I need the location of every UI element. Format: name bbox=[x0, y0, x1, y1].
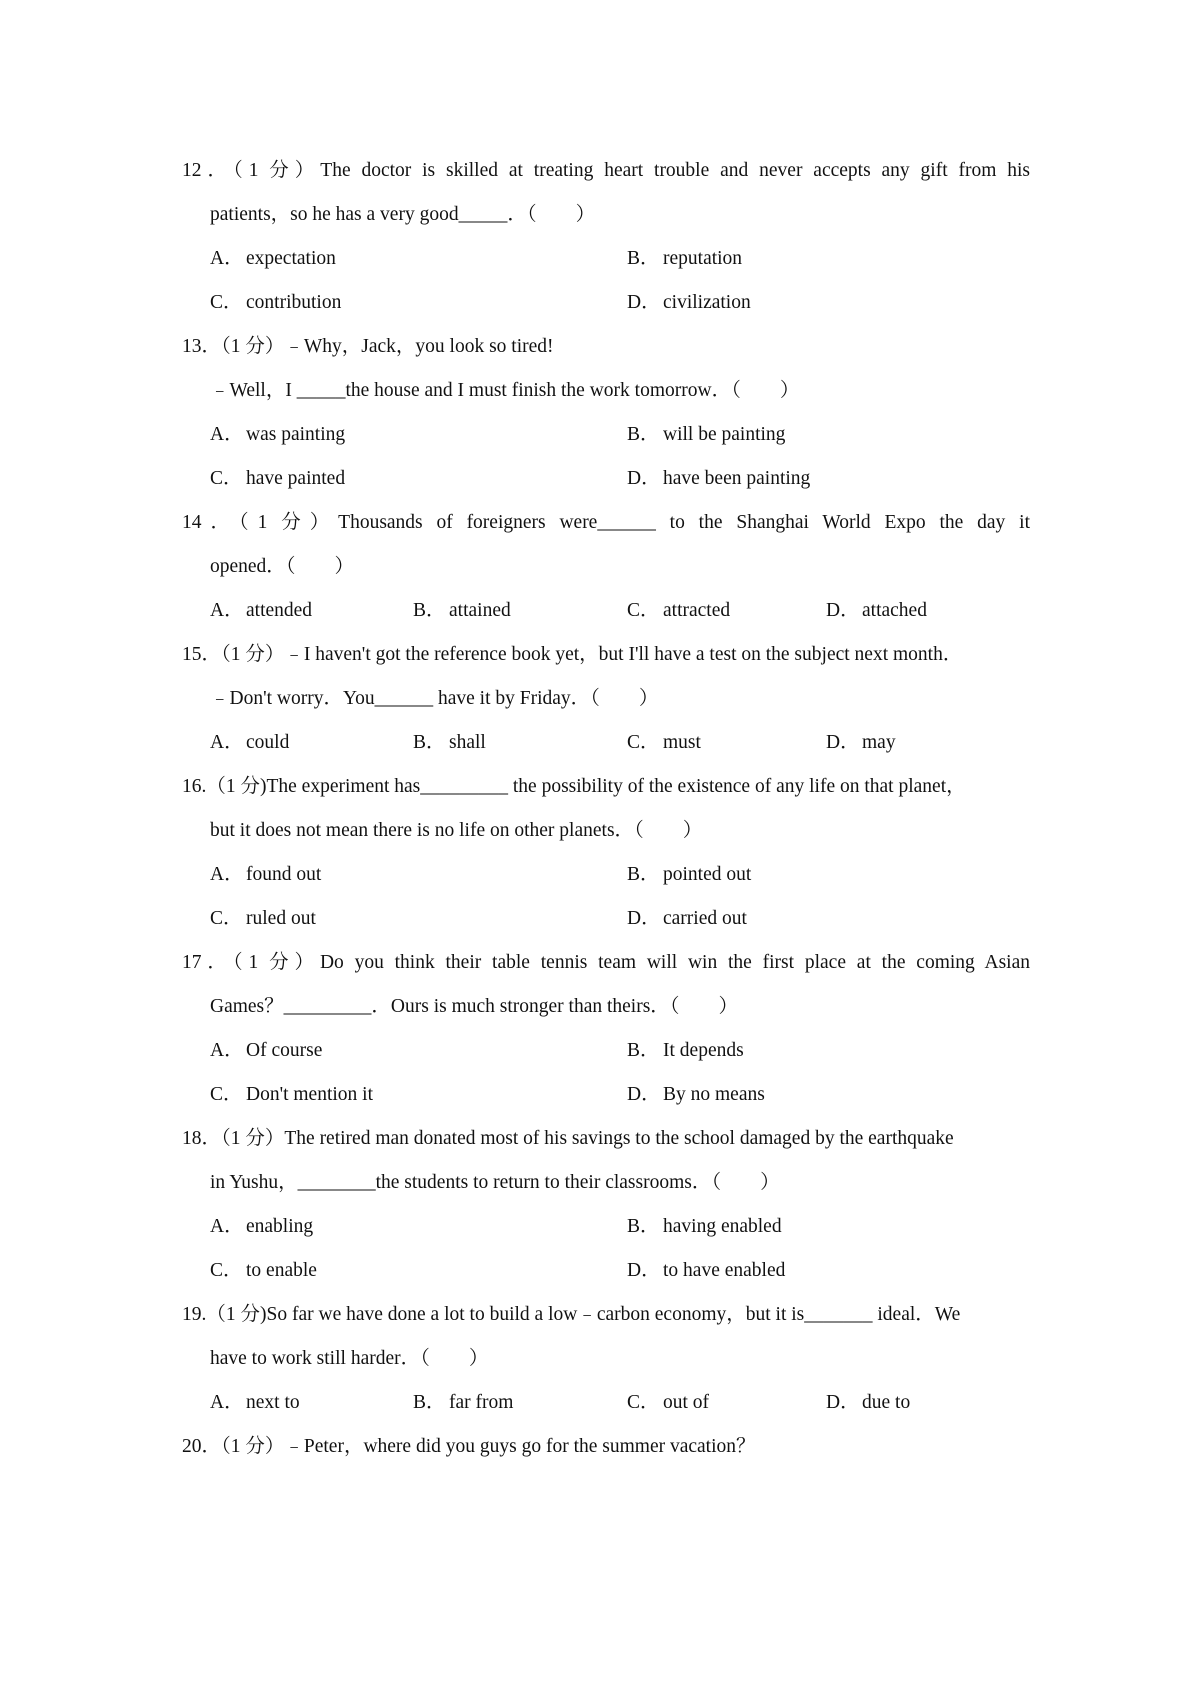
option-d[interactable] bbox=[627, 1081, 765, 1109]
option-letter: B． bbox=[627, 1216, 660, 1237]
option-a[interactable] bbox=[210, 245, 336, 273]
option-letter: C． bbox=[627, 600, 660, 621]
option-letter: A． bbox=[210, 1392, 244, 1413]
question-15-stem: 15．（1 分）﹣I haven't got the reference book yet，but I'll have a test on the subject next month． bbox=[182, 644, 963, 665]
option-letter: A． bbox=[210, 600, 244, 621]
option-text: ruled out bbox=[246, 908, 316, 929]
question-18-stem: 18．（1 分）The retired man donated most of his savings to the school damaged by the earthquake bbox=[182, 1128, 954, 1149]
question-17-stem: 17．（1 分）Do you think their table tennis team will win the first place at the coming Asian bbox=[182, 952, 1030, 973]
option-letter: A． bbox=[210, 864, 244, 885]
option-text: attached bbox=[862, 600, 927, 621]
option-text: attained bbox=[449, 600, 511, 621]
option-letter: A． bbox=[210, 1216, 244, 1237]
option-a[interactable] bbox=[210, 1213, 313, 1241]
question-13-stem: 13．（1 分）﹣Why，Jack，you look so tired! bbox=[182, 336, 554, 357]
question-16-stem-cont: but it does not mean there is no life on other planets．（ ） bbox=[210, 820, 703, 841]
option-c[interactable] bbox=[627, 1389, 709, 1417]
option-letter: B． bbox=[413, 1392, 446, 1413]
option-d[interactable] bbox=[826, 1389, 910, 1417]
option-text: By no means bbox=[663, 1084, 765, 1105]
option-text: out of bbox=[663, 1392, 710, 1413]
option-b[interactable] bbox=[627, 421, 785, 449]
option-text: civilization bbox=[663, 292, 751, 313]
option-text: must bbox=[663, 732, 701, 753]
option-c[interactable] bbox=[210, 465, 345, 493]
option-text: attracted bbox=[663, 600, 731, 621]
option-text: carried out bbox=[663, 908, 747, 929]
option-letter: C． bbox=[210, 1084, 243, 1105]
option-c[interactable] bbox=[627, 597, 730, 625]
option-letter: A． bbox=[210, 732, 244, 753]
option-text: expectation bbox=[246, 248, 336, 269]
question-13-stem-cont: ﹣Well，I _____the house and I must finish the work tomorrow．（ ） bbox=[210, 380, 800, 401]
option-b[interactable] bbox=[627, 1213, 782, 1241]
option-text: pointed out bbox=[663, 864, 752, 885]
option-text: enabling bbox=[246, 1216, 314, 1237]
option-text: reputation bbox=[663, 248, 743, 269]
option-a[interactable] bbox=[210, 861, 321, 889]
question-14-stem-cont: opened．（ ） bbox=[210, 556, 355, 577]
option-text: next to bbox=[246, 1392, 300, 1413]
option-text: to enable bbox=[246, 1260, 317, 1281]
option-b[interactable] bbox=[413, 1389, 513, 1417]
option-letter: C． bbox=[627, 732, 660, 753]
option-b[interactable] bbox=[413, 729, 486, 757]
option-letter: D． bbox=[826, 1392, 860, 1413]
option-letter: B． bbox=[413, 732, 446, 753]
option-letter: A． bbox=[210, 248, 244, 269]
option-letter: D． bbox=[627, 1260, 661, 1281]
option-c[interactable] bbox=[210, 1257, 317, 1285]
option-letter: B． bbox=[627, 1040, 660, 1061]
option-letter: D． bbox=[826, 732, 860, 753]
option-a[interactable] bbox=[210, 597, 312, 625]
question-12-stem-cont: patients，so he has a very good_____．（ ） bbox=[210, 204, 596, 225]
option-text: attended bbox=[246, 600, 313, 621]
option-text: Don't mention it bbox=[246, 1084, 374, 1105]
question-18-stem-cont: in Yushu，________the students to return to their classrooms．（ ） bbox=[210, 1172, 780, 1193]
option-text: may bbox=[862, 732, 896, 753]
question-14-stem: 14．（1 分）Thousands of foreigners were______ to the Shanghai World Expo the day it bbox=[182, 512, 1030, 533]
option-text: having enabled bbox=[663, 1216, 782, 1237]
question-17-stem-cont: Games？_________．Ours is much stronger than theirs．（ ） bbox=[210, 996, 739, 1017]
option-letter: B． bbox=[627, 864, 660, 885]
option-letter: C． bbox=[627, 1392, 660, 1413]
option-letter: D． bbox=[627, 1084, 661, 1105]
question-16-stem: 16.（1 分)The experiment has_________ the possibility of the existence of any life on that planet， bbox=[182, 776, 966, 797]
option-text: was painting bbox=[246, 424, 346, 445]
option-d[interactable] bbox=[627, 289, 751, 317]
option-letter: A． bbox=[210, 1040, 244, 1061]
option-c[interactable] bbox=[210, 1081, 373, 1109]
option-letter: D． bbox=[627, 908, 661, 929]
option-text: could bbox=[246, 732, 290, 753]
option-a[interactable] bbox=[210, 421, 345, 449]
option-letter: C． bbox=[210, 292, 243, 313]
option-d[interactable] bbox=[627, 905, 747, 933]
option-text: due to bbox=[862, 1392, 911, 1413]
option-c[interactable] bbox=[627, 729, 701, 757]
option-d[interactable] bbox=[826, 729, 896, 757]
option-letter: B． bbox=[627, 424, 660, 445]
option-a[interactable] bbox=[210, 1037, 322, 1065]
option-a[interactable] bbox=[210, 1389, 300, 1417]
option-text: will be painting bbox=[663, 424, 786, 445]
option-d[interactable] bbox=[826, 597, 927, 625]
option-text: far from bbox=[449, 1392, 514, 1413]
option-text: have painted bbox=[246, 468, 346, 489]
option-letter: B． bbox=[627, 248, 660, 269]
option-a[interactable] bbox=[210, 729, 289, 757]
option-text: It depends bbox=[663, 1040, 744, 1061]
question-12-stem: 12．（1 分）The doctor is skilled at treating heart trouble and never accepts any gift from his bbox=[182, 160, 1030, 181]
option-text: found out bbox=[246, 864, 322, 885]
option-letter: D． bbox=[627, 468, 661, 489]
option-letter: C． bbox=[210, 1260, 243, 1281]
option-text: Of course bbox=[246, 1040, 323, 1061]
question-19-stem: 19.（1 分)So far we have done a lot to build a low﹣carbon economy，but it is_______ ideal．We bbox=[182, 1304, 961, 1325]
option-d[interactable] bbox=[627, 465, 810, 493]
question-20-stem: 20．（1 分）﹣Peter，where did you guys go for the summer vacation？ bbox=[182, 1436, 756, 1457]
option-letter: A． bbox=[210, 424, 244, 445]
option-c[interactable] bbox=[210, 905, 316, 933]
option-d[interactable] bbox=[627, 1257, 785, 1285]
option-letter: C． bbox=[210, 908, 243, 929]
question-19-stem-cont: have to work still harder．（ ） bbox=[210, 1348, 489, 1369]
option-letter: D． bbox=[627, 292, 661, 313]
option-letter: D． bbox=[826, 600, 860, 621]
option-b[interactable] bbox=[413, 597, 511, 625]
option-text: have been painting bbox=[663, 468, 811, 489]
option-b[interactable] bbox=[627, 245, 742, 273]
option-text: contribution bbox=[246, 292, 342, 313]
option-text: to have enabled bbox=[663, 1260, 786, 1281]
option-text: shall bbox=[449, 732, 486, 753]
option-letter: B． bbox=[413, 600, 446, 621]
option-letter: C． bbox=[210, 468, 243, 489]
option-b[interactable] bbox=[627, 861, 751, 889]
question-15-stem-cont: ﹣Don't worry．You______ have it by Friday．（ ） bbox=[210, 688, 659, 709]
option-b[interactable] bbox=[627, 1037, 744, 1065]
option-c[interactable] bbox=[210, 289, 341, 317]
